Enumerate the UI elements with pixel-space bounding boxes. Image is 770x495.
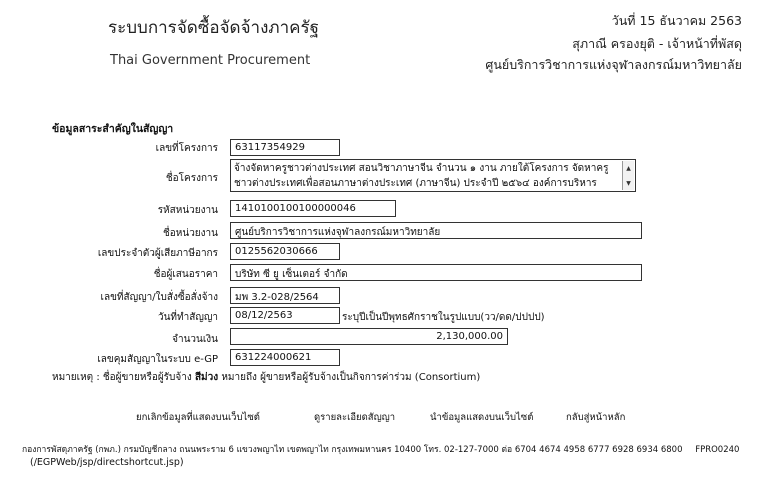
contract-no-label: เลขที่สัญญา/ใบสั่งซื้อสั่งจ้าง <box>100 292 218 303</box>
unit-code-label: รหัสหน่วยงาน <box>157 205 218 216</box>
amount-label: จำนวนเงิน <box>172 334 218 345</box>
current-date: วันที่ 15 ธันวาคม 2563 <box>611 13 742 28</box>
amount-field[interactable]: 2,130,000.00 <box>230 328 508 345</box>
section-title: ข้อมูลสาระสำคัญในสัญญา <box>52 123 174 135</box>
contract-date-field[interactable]: 08/12/2563 <box>230 307 340 324</box>
note-prefix: หมายเหตุ : ชื่อผู้ขายหรือผู้รับจ้าง <box>52 372 192 383</box>
officer-name: สุภาณี ครองยุติ - เจ้าหน้าที่พัสดุ <box>572 36 742 51</box>
contract-date-hint: ระบุปีเป็นปีพุทธศักราชในรูปแบบ(วว/ดด/ปปปป) <box>342 312 545 323</box>
project-name-text: จ้างจัดหาครูชาวต่างประเทศ สอนวิชาภาษาจีน จำนวน ๑ งาน ภายใต้โครงการ จัดหาครูชาวต่างประเทศเพื่อสอนภาษาต่างประเทศ (ภาษาจีน) ประจำปี ๒๕๖๔ องค์การบริหาร <box>234 163 609 189</box>
scroll-up-arrow-icon[interactable]: ▲ <box>626 165 631 172</box>
bidder-field[interactable]: บริษัท ซี ยู เซ็นเตอร์ จำกัด <box>230 264 642 281</box>
publish-website-link[interactable]: นำข้อมูลแสดงบนเว็บไซต์ <box>430 412 534 423</box>
unit-code-field[interactable]: 1410100100100000046 <box>230 200 396 217</box>
department-name: ศูนย์บริการวิชาการแห่งจุฬาลงกรณ์มหาวิทยาลัย <box>485 57 742 72</box>
egp-no-label: เลขคุมสัญญาในระบบ e-GP <box>97 354 218 365</box>
footer-address <box>22 442 739 456</box>
footer-path: (/EGPWeb/jsp/directshortcut.jsp) <box>30 457 184 468</box>
project-no-label: เลขที่โครงการ <box>155 143 218 154</box>
unit-name-label: ชื่อหน่วยงาน <box>162 228 218 239</box>
textarea-scrollbar[interactable] <box>622 161 634 190</box>
egp-no-field[interactable]: 631224000621 <box>230 349 340 366</box>
note-highlight: สีม่วง <box>194 372 219 383</box>
contract-no-field[interactable]: มพ 3.2-028/2564 <box>230 287 340 304</box>
bidder-label: ชื่อผู้เสนอราคา <box>153 269 218 280</box>
page-title-english: Thai Government Procurement <box>110 53 311 68</box>
page-title-thai: ระบบการจัดซื้อจัดจ้างภาครัฐ <box>108 18 320 38</box>
project-no-field[interactable]: 63117354929 <box>230 139 340 156</box>
consortium-note <box>52 370 480 385</box>
footer-address-text: กองการพัสดุภาครัฐ (กพภ.) กรมบัญชีกลาง ถนนพระราม 6 แขวงพญาไท เขตพญาไท กรุงเทพมหานคร 10400 โทร. 02-127-7000 ต่อ 6704 4674 4958 6777 6928 6934 6800 <box>22 445 683 455</box>
unit-name-field[interactable]: ศูนย์บริการวิชาการแห่งจุฬาลงกรณ์มหาวิทยาลัย <box>230 222 642 239</box>
project-name-textarea[interactable] <box>230 159 636 192</box>
tax-id-field[interactable]: 0125562030666 <box>230 243 340 260</box>
scroll-down-arrow-icon[interactable]: ▼ <box>626 180 631 187</box>
cancel-display-link[interactable]: ยกเลิกข้อมูลที่แสดงบนเว็บไซต์ <box>136 412 260 423</box>
footer-form-code: FPRO0240 <box>695 445 740 455</box>
project-name-label: ชื่อโครงการ <box>165 173 218 184</box>
tax-id-label: เลขประจำตัวผู้เสียภาษีอากร <box>97 248 218 259</box>
note-suffix: หมายถึง ผู้ขายหรือผู้รับจ้างเป็นกิจการค่าร่วม (Consortium) <box>221 372 481 383</box>
contract-date-label: วันที่ทำสัญญา <box>157 312 218 323</box>
back-home-link[interactable]: กลับสู่หน้าหลัก <box>566 412 626 423</box>
view-contract-link[interactable]: ดูรายละเอียดสัญญา <box>314 412 396 423</box>
